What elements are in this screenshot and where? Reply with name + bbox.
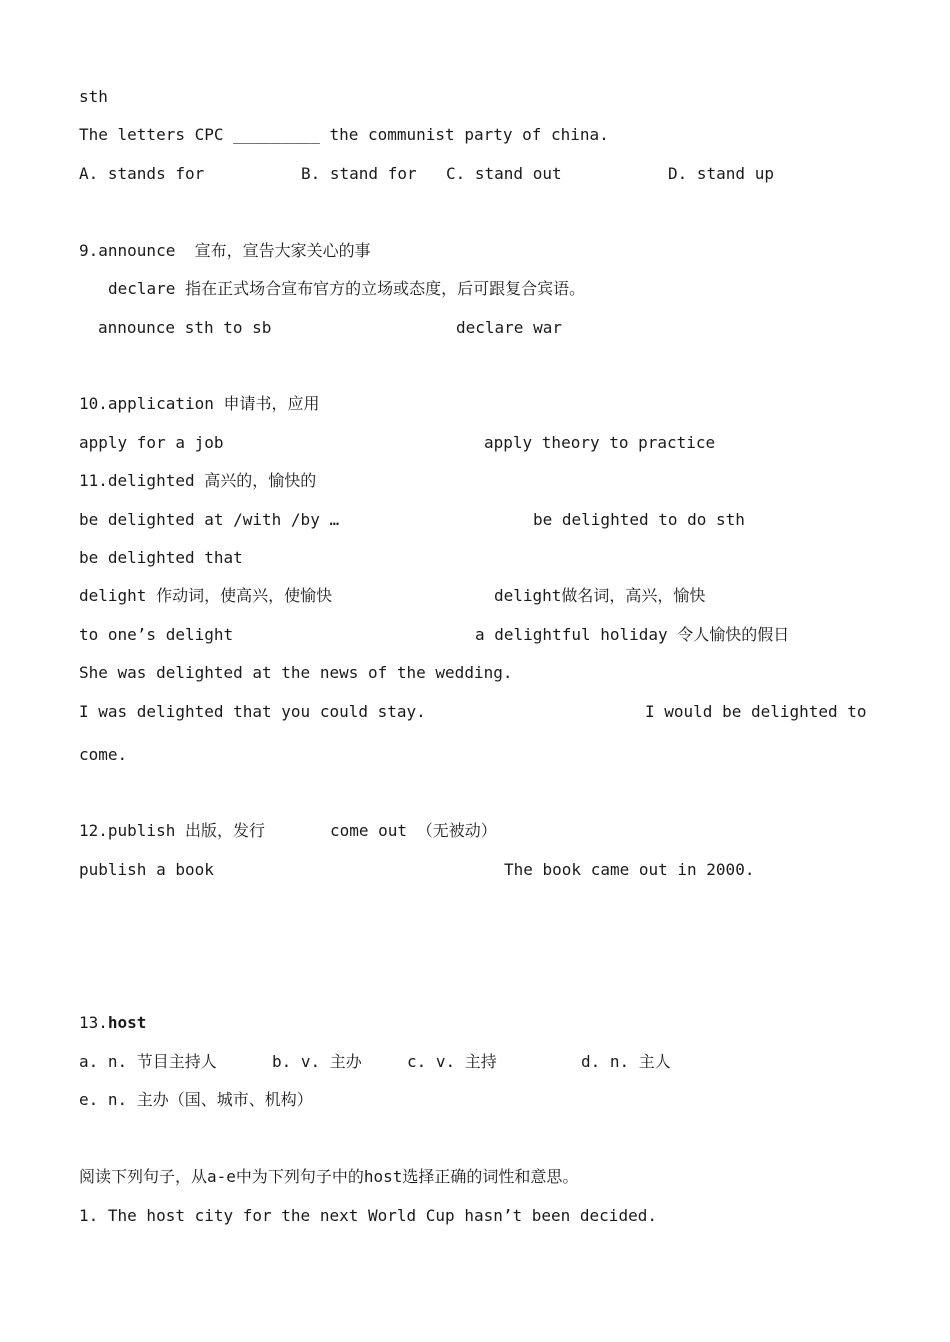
phrase-apply-job: apply for a job bbox=[79, 433, 224, 452]
example-book-came-out: The book came out in 2000. bbox=[504, 860, 755, 879]
heading-publish: 12.publish 出版，发行 bbox=[79, 821, 265, 840]
heading-host-word: host bbox=[107, 1013, 147, 1032]
host-sense-d: d. n. 主人 bbox=[581, 1052, 671, 1071]
question-cpc: The letters CPC _________ the communist party of china. bbox=[79, 125, 609, 144]
example-would: I would be delighted to bbox=[645, 702, 867, 721]
heading-host bbox=[79, 1013, 146, 1033]
option-a: A. stands for bbox=[79, 164, 205, 183]
example-wedding: She was delighted at the news of the wedding. bbox=[79, 663, 513, 682]
heading-announce: 9.announce 宣布，宣告大家关心的事 bbox=[79, 241, 371, 260]
heading-host-number: 13. bbox=[79, 1013, 108, 1032]
example-stay: I was delighted that you could stay. bbox=[79, 702, 426, 721]
host-sense-a: a. n. 节目主持人 bbox=[79, 1052, 217, 1071]
phrase-delighted-that: be delighted that bbox=[79, 548, 243, 567]
example-come: come. bbox=[79, 745, 128, 764]
instruction: 阅读下列句子，从a-e中为下列句子中的host选择正确的词性和意思。 bbox=[79, 1167, 579, 1186]
question-1: 1. The host city for the next World Cup hasn’t been decided. bbox=[79, 1206, 657, 1225]
phrase-to-ones-delight: to one’s delight bbox=[79, 625, 234, 644]
host-sense-c: c. v. 主持 bbox=[407, 1052, 497, 1071]
note-delight-verb: delight 作动词，使高兴，使愉快 bbox=[79, 586, 333, 605]
heading-application: 10.application 申请书，应用 bbox=[79, 394, 320, 413]
phrase-announce: announce sth to sb bbox=[98, 318, 272, 337]
phrase-publish-book: publish a book bbox=[79, 860, 214, 879]
phrase-apply-theory: apply theory to practice bbox=[484, 433, 716, 452]
option-c: C. stand out bbox=[446, 164, 562, 183]
host-sense-b: b. v. 主办 bbox=[272, 1052, 362, 1071]
phrase-declare-war: declare war bbox=[456, 318, 562, 337]
phrase-delighted-at: be delighted at /with /by … bbox=[79, 510, 340, 529]
phrase-delighted-to: be delighted to do sth bbox=[533, 510, 745, 529]
note-come-out: come out （无被动） bbox=[330, 821, 497, 840]
line-sth: sth bbox=[79, 87, 108, 106]
note-declare: declare 指在正式场合宣布官方的立场或态度，后可跟复合宾语。 bbox=[108, 279, 586, 298]
option-d: D. stand up bbox=[668, 164, 774, 183]
note-delight-noun: delight做名词，高兴，愉快 bbox=[494, 586, 706, 605]
heading-delighted: 11.delighted 高兴的，愉快的 bbox=[79, 471, 317, 490]
host-sense-e: e. n. 主办（国、城市、机构） bbox=[79, 1090, 313, 1109]
option-b: B. stand for bbox=[301, 164, 417, 183]
phrase-delightful-holiday: a delightful holiday 令人愉快的假日 bbox=[475, 625, 790, 644]
